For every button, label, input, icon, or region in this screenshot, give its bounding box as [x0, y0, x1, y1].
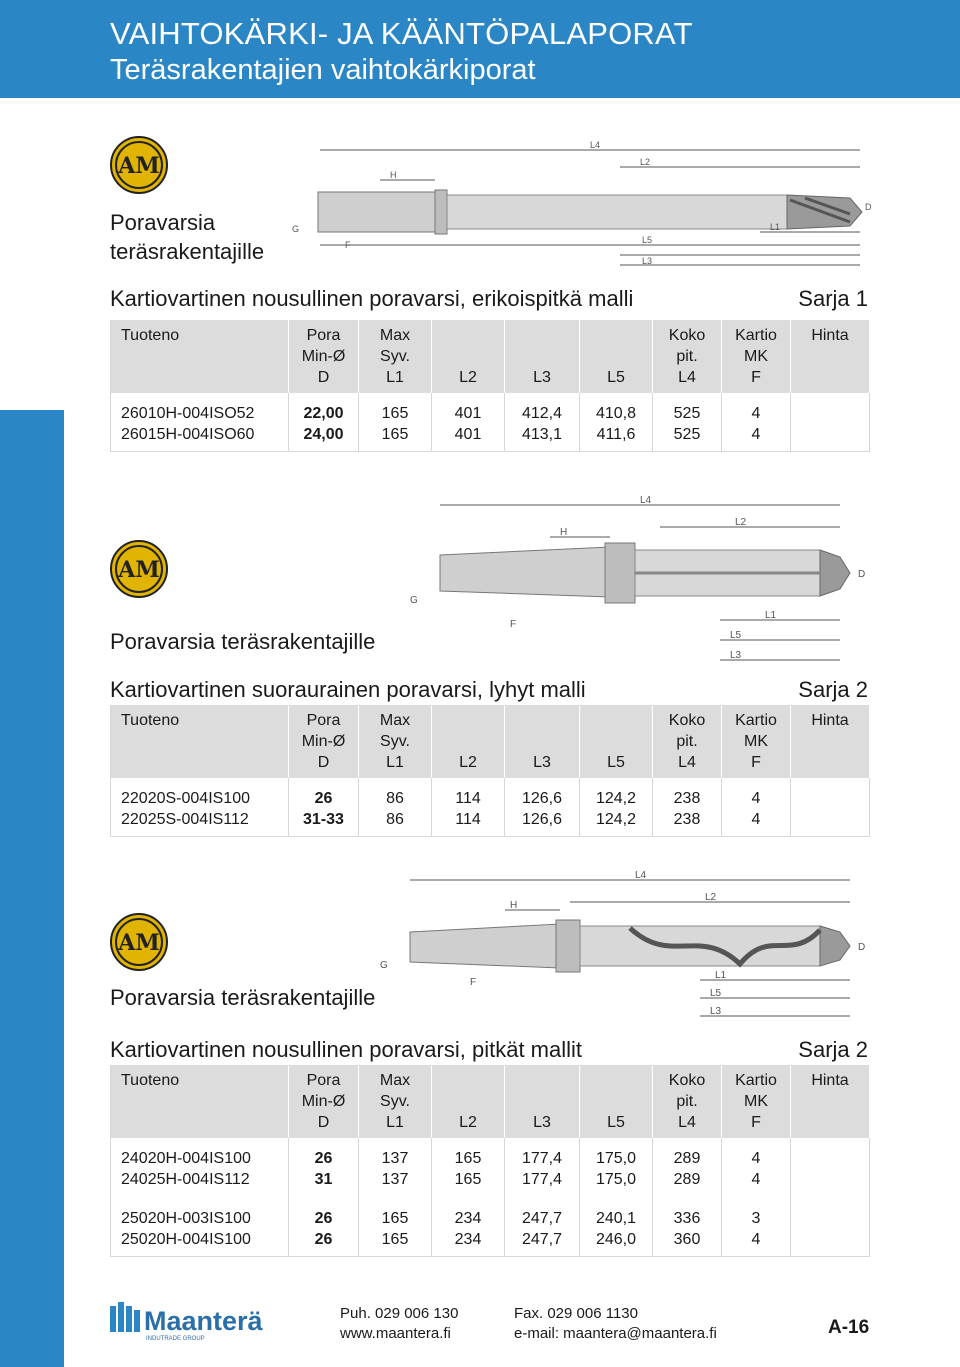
section-3-heading: Kartiovartinen nousullinen poravarsi, pitkät mallit — [110, 1037, 583, 1062]
table-header-row — [111, 320, 870, 393]
label-l5: L5 — [710, 988, 722, 999]
label-h: H — [390, 170, 397, 180]
col-hinta: Hinta — [791, 320, 870, 393]
col-max: Max Syv. L1 — [359, 705, 432, 778]
footer-contact-right — [514, 1304, 717, 1344]
label-g: G — [380, 960, 388, 971]
label-l3: L3 — [710, 1006, 722, 1017]
section-2-series: Sarja 2 — [798, 677, 868, 702]
product-title-1-line2: teräsrakentajille — [110, 239, 265, 264]
col-pora: Pora Min-Ø D — [289, 705, 359, 778]
label-l4: L4 — [590, 140, 601, 150]
col-l5: L5 — [580, 1065, 653, 1138]
table-header-row — [111, 705, 870, 778]
label-l5: L5 — [730, 630, 742, 641]
label-l1: L1 — [715, 970, 727, 981]
footer-web[interactable]: www.maantera.fi — [340, 1325, 451, 1342]
svg-text:AM: AM — [118, 557, 160, 583]
product-title-1-line1: Poravarsia — [110, 210, 216, 235]
footer-fax: Fax. 029 006 1130 — [514, 1305, 638, 1322]
product-title-2: Poravarsia teräsrakentajille — [110, 629, 376, 654]
maantera-logo — [110, 1300, 280, 1342]
col-l5: L5 — [580, 320, 653, 393]
label-d: D — [858, 942, 866, 953]
col-l2: L2 — [432, 320, 505, 393]
footer-phone: Puh. 029 006 130 — [340, 1305, 459, 1322]
table-row: 24020H-004IS100 26 137 165 177,4 175,0 289 4 — [111, 1138, 870, 1169]
label-f: F — [345, 240, 351, 250]
content-area-upper-left — [0, 98, 88, 410]
col-l3: L3 — [505, 705, 580, 778]
label-l1: L1 — [765, 610, 777, 621]
label-f: F — [470, 977, 477, 988]
col-l3: L3 — [505, 320, 580, 393]
label-h: H — [510, 900, 518, 911]
table-row: 26015H-004ISO60 24,00 165 401 413,1 411,6 525 4 — [111, 424, 870, 452]
label-l4: L4 — [635, 870, 647, 881]
table-row: 22025S-004IS112 31-33 86 114 126,6 124,2 238 4 — [111, 809, 870, 837]
col-tuoteno: Tuoteno — [111, 320, 289, 393]
left-accent-bar-lower — [0, 410, 64, 1367]
spec-table-2 — [110, 705, 870, 837]
product-title-3: Poravarsia teräsrakentajille — [110, 985, 376, 1010]
amec-logo — [110, 913, 168, 971]
section-1-series: Sarja 1 — [798, 286, 868, 311]
label-l2: L2 — [705, 892, 717, 903]
maantera-brand-sub: INDUTRADE GROUP — [146, 1336, 205, 1342]
section-2-heading: Kartiovartinen suoraurainen poravarsi, lyhyt malli — [110, 677, 586, 702]
amec-logo — [110, 540, 168, 598]
label-l4: L4 — [640, 495, 652, 506]
label-g: G — [410, 595, 418, 606]
col-hinta: Hinta — [791, 1065, 870, 1138]
svg-text:AM: AM — [118, 153, 160, 179]
page-number: A-16 — [828, 1317, 870, 1338]
col-l2: L2 — [432, 705, 505, 778]
spec-table-1 — [110, 320, 870, 452]
amec-logo — [110, 136, 168, 194]
col-tuoteno: Tuoteno — [111, 705, 289, 778]
col-kartio: Kartio MK F — [722, 1065, 791, 1138]
footer-email[interactable]: e-mail: maantera@maantera.fi — [514, 1325, 717, 1342]
spec-table-3 — [110, 1065, 870, 1257]
label-h: H — [560, 527, 568, 538]
col-l3: L3 — [505, 1065, 580, 1138]
label-l2: L2 — [640, 157, 651, 167]
table-row: 26010H-004ISO52 22,00 165 401 412,4 410,8 525 4 — [111, 393, 870, 424]
product-title-1 — [110, 208, 264, 266]
table-row: 24025H-004IS112 31 137 165 177,4 175,0 289 4 — [111, 1169, 870, 1190]
col-max: Max Syv. L1 — [359, 320, 432, 393]
maantera-brand-text: Maanterä — [144, 1306, 263, 1336]
label-l2: L2 — [735, 517, 747, 528]
label-l1: L1 — [770, 222, 781, 232]
col-pora: Pora Min-Ø D — [289, 1065, 359, 1138]
section-3-series: Sarja 2 — [798, 1037, 868, 1062]
svg-text:AM: AM — [118, 930, 160, 956]
label-l5: L5 — [642, 235, 653, 245]
table-row: 25020H-003IS100 26 165 234 247,7 240,1 336 3 — [111, 1190, 870, 1229]
footer-contact-left — [340, 1304, 458, 1344]
table-row: 22020S-004IS100 26 86 114 126,6 124,2 238 4 — [111, 778, 870, 809]
col-hinta: Hinta — [791, 705, 870, 778]
table-row: 25020H-004IS100 26 165 234 247,7 246,0 360 4 — [111, 1229, 870, 1257]
col-l5: L5 — [580, 705, 653, 778]
label-l3: L3 — [730, 650, 742, 661]
label-d: D — [858, 569, 866, 580]
col-koko: Koko pit. L4 — [653, 320, 722, 393]
page-subtitle: Teräsrakentajien vaihtokärkiporat — [110, 54, 536, 86]
drill-drawing-1 — [290, 140, 880, 275]
col-koko: Koko pit. L4 — [653, 705, 722, 778]
col-l2: L2 — [432, 1065, 505, 1138]
col-kartio: Kartio MK F — [722, 705, 791, 778]
section-1-heading: Kartiovartinen nousullinen poravarsi, erikoispitkä malli — [110, 286, 634, 311]
drill-drawing-3 — [370, 870, 880, 1030]
page-title: VAIHTOKÄRKI- JA KÄÄNTÖPALAPORAT — [110, 16, 693, 51]
col-tuoteno: Tuoteno — [111, 1065, 289, 1138]
col-max: Max Syv. L1 — [359, 1065, 432, 1138]
drill-drawing-2 — [400, 495, 880, 670]
label-d: D — [865, 202, 872, 212]
label-g: G — [292, 224, 300, 234]
label-l3: L3 — [642, 256, 653, 266]
label-f: F — [510, 619, 517, 630]
col-pora: Pora Min-Ø D — [289, 320, 359, 393]
col-koko: Koko pit. L4 — [653, 1065, 722, 1138]
table-header-row — [111, 1065, 870, 1138]
col-kartio: Kartio MK F — [722, 320, 791, 393]
